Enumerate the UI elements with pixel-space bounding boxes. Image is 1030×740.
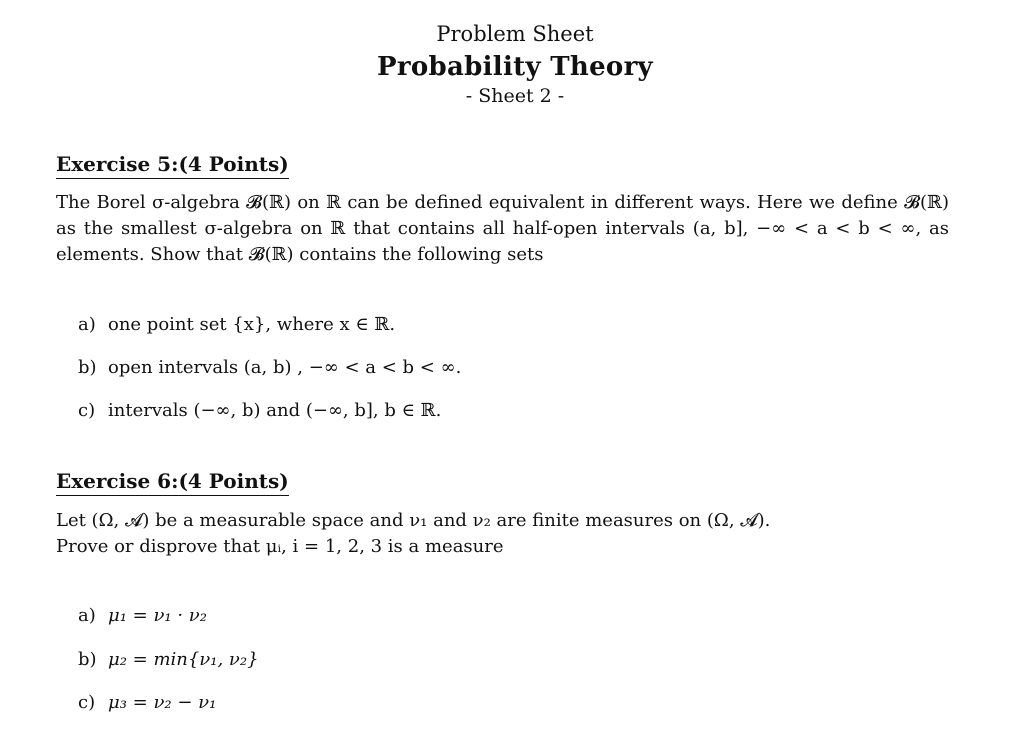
- exercise-6-item-a: [78, 605, 207, 626]
- exercise-5-item-c: [78, 400, 441, 421]
- item-label: b): [78, 649, 97, 670]
- item-label: c): [78, 692, 96, 713]
- item-label: a): [78, 605, 96, 626]
- exercise-6-intro-line-2: Prove or disprove that μᵢ, i = 1, 2, 3 is a measure: [56, 536, 504, 557]
- exercise-6-intro-line-1: Let (Ω, 𝓐) be a measurable space and ν₁ and ν₂ are finite measures on (Ω, 𝓐).: [56, 510, 771, 531]
- item-label: c): [78, 400, 96, 421]
- item-text: open intervals (a, b) , −∞ < a < b < ∞.: [108, 357, 462, 378]
- item-label: b): [78, 357, 97, 378]
- exercise-6-intro: [56, 508, 949, 560]
- exercise-5-title: Exercise 5:(4 Points): [56, 152, 289, 179]
- page-title: Probability Theory: [377, 52, 653, 82]
- item-text: one point set {x}, where x ∈ ℝ.: [108, 314, 396, 335]
- item-label: a): [78, 314, 96, 335]
- exercise-5-item-a: [78, 314, 395, 335]
- exercise-5-item-b: [78, 357, 461, 378]
- item-formula: μ₁ = ν₁ · ν₂: [108, 605, 207, 626]
- exercise-6-item-b: [78, 649, 259, 670]
- exercise-6-item-c: [78, 692, 216, 713]
- sheet-number: - Sheet 2 -: [465, 85, 565, 107]
- sheet-label: Problem Sheet: [436, 22, 594, 46]
- item-formula: μ₂ = min{ν₁, ν₂}: [108, 649, 259, 670]
- exercise-5-intro: The Borel σ-algebra 𝓑(ℝ) on ℝ can be defined equivalent in different ways. Here we define 𝓑(ℝ) as the smallest σ-algebra on ℝ that contains all half-open intervals (a, b], −∞ < a < b < ∞, as elements. Show that 𝓑(ℝ) contains the following sets: [56, 192, 949, 265]
- item-formula: μ₃ = ν₂ − ν₁: [108, 692, 217, 713]
- exercise-6-title: Exercise 6:(4 Points): [56, 469, 289, 496]
- item-text: intervals (−∞, b) and (−∞, b], b ∈ ℝ.: [108, 400, 442, 421]
